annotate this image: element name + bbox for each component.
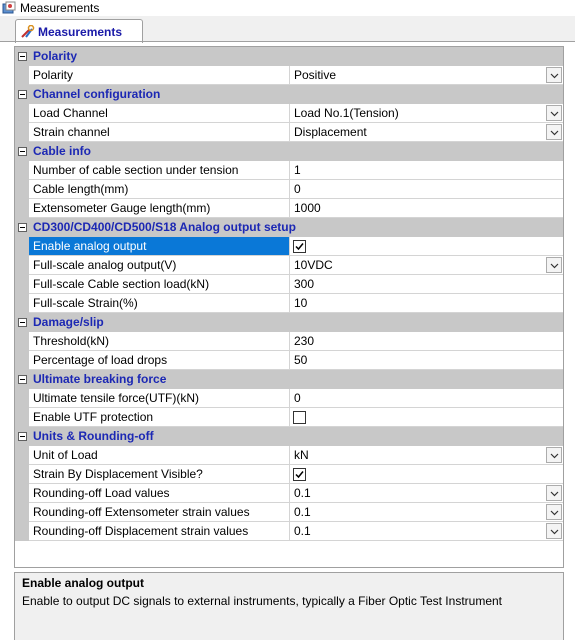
checkbox-checked[interactable]: [293, 240, 306, 253]
property-row[interactable]: [15, 123, 563, 142]
chevron-down-icon[interactable]: [546, 504, 562, 520]
property-name[interactable]: Unit of Load: [29, 446, 290, 465]
category-row[interactable]: [15, 313, 563, 332]
category-label: Cable info: [33, 144, 92, 158]
category-label: Units & Rounding-off: [33, 429, 154, 443]
row-gutter: [15, 237, 29, 256]
description-title: Enable analog output: [22, 576, 144, 590]
property-value-text: Positive: [294, 68, 337, 82]
property-row[interactable]: [15, 503, 563, 522]
row-gutter: [15, 256, 29, 275]
property-row[interactable]: [15, 351, 563, 370]
category-label: CD300/CD400/CD500/S18 Analog output setup: [33, 220, 296, 234]
category-label: Ultimate breaking force: [33, 372, 167, 386]
description-text: Enable to output DC signals to external instruments, typically a Fiber Optic Test Instrument: [22, 594, 502, 608]
property-row[interactable]: [15, 389, 563, 408]
tab-divider: [0, 41, 575, 42]
row-gutter: [15, 161, 29, 180]
checkbox-unchecked[interactable]: [293, 411, 306, 424]
property-value[interactable]: [290, 503, 563, 522]
category-label: Polarity: [33, 49, 78, 63]
category-row[interactable]: [15, 370, 563, 389]
property-value[interactable]: [290, 465, 563, 484]
collapse-icon[interactable]: [18, 90, 27, 99]
property-value-text: 0: [294, 182, 301, 196]
chevron-down-icon[interactable]: [546, 124, 562, 140]
collapse-icon[interactable]: [18, 375, 27, 384]
property-name[interactable]: Strain By Displacement Visible?: [29, 465, 290, 484]
row-gutter: [15, 332, 29, 351]
app-icon: [2, 1, 16, 15]
chevron-down-icon[interactable]: [546, 105, 562, 121]
property-value-text: 0.1: [294, 505, 311, 519]
property-row[interactable]: [15, 332, 563, 351]
property-row[interactable]: [15, 237, 563, 256]
chevron-down-icon[interactable]: [546, 447, 562, 463]
category-row[interactable]: [15, 47, 563, 66]
collapse-icon[interactable]: [18, 432, 27, 441]
description-panel: [14, 572, 564, 640]
category-row[interactable]: [15, 218, 563, 237]
property-value[interactable]: [290, 66, 563, 85]
window-title: Measurements: [20, 1, 100, 15]
property-row[interactable]: [15, 522, 563, 541]
property-row[interactable]: [15, 294, 563, 313]
property-row[interactable]: [15, 180, 563, 199]
property-name[interactable]: Full-scale Strain(%): [29, 294, 290, 313]
property-name[interactable]: Full-scale analog output(V): [29, 256, 290, 275]
property-row[interactable]: [15, 161, 563, 180]
property-grid[interactable]: [14, 46, 564, 568]
chevron-down-icon[interactable]: [546, 485, 562, 501]
collapse-icon[interactable]: [18, 52, 27, 61]
property-name[interactable]: Percentage of load drops: [29, 351, 290, 370]
property-row[interactable]: [15, 275, 563, 294]
property-value[interactable]: [290, 104, 563, 123]
property-name[interactable]: Enable UTF protection: [29, 408, 290, 427]
row-gutter: [15, 199, 29, 218]
property-name[interactable]: Rounding-off Load values: [29, 484, 290, 503]
property-value[interactable]: [290, 484, 563, 503]
tab-label: Measurements: [38, 24, 123, 39]
chevron-down-icon[interactable]: [546, 67, 562, 83]
property-value-text: 50: [294, 353, 308, 367]
property-name[interactable]: Full-scale Cable section load(kN): [29, 275, 290, 294]
row-gutter: [15, 465, 29, 484]
property-value-text: 0: [294, 391, 301, 405]
collapse-icon[interactable]: [18, 318, 27, 327]
chevron-down-icon[interactable]: [546, 523, 562, 539]
property-name[interactable]: Strain channel: [29, 123, 290, 142]
property-value-text: 300: [294, 277, 315, 291]
category-row[interactable]: [15, 85, 563, 104]
chevron-down-icon[interactable]: [546, 257, 562, 273]
property-value-text: 1: [294, 163, 301, 177]
property-value[interactable]: [290, 294, 563, 313]
property-value-text: 0.1: [294, 524, 311, 538]
property-row[interactable]: [15, 199, 563, 218]
property-value[interactable]: [290, 522, 563, 541]
row-gutter: [15, 446, 29, 465]
row-gutter: [15, 389, 29, 408]
property-name[interactable]: Cable length(mm): [29, 180, 290, 199]
row-gutter: [15, 503, 29, 522]
category-row[interactable]: [15, 142, 563, 161]
property-value-text: 1000: [294, 201, 321, 215]
property-row[interactable]: [15, 408, 563, 427]
collapse-icon[interactable]: [18, 223, 27, 232]
property-value[interactable]: [290, 408, 563, 427]
row-gutter: [15, 351, 29, 370]
property-name[interactable]: Rounding-off Extensometer strain values: [29, 503, 290, 522]
property-row[interactable]: [15, 66, 563, 85]
property-value[interactable]: [290, 123, 563, 142]
property-value-text: Load No.1(Tension): [294, 106, 399, 120]
property-row[interactable]: [15, 465, 563, 484]
property-name[interactable]: Extensometer Gauge length(mm): [29, 199, 290, 218]
property-row[interactable]: [15, 256, 563, 275]
tab-measurements[interactable]: [15, 19, 143, 43]
property-name[interactable]: Polarity: [29, 66, 290, 85]
property-value[interactable]: [290, 256, 563, 275]
property-value[interactable]: [290, 446, 563, 465]
property-value-text: Displacement: [294, 125, 367, 139]
property-name[interactable]: Threshold(kN): [29, 332, 290, 351]
property-value-text: kN: [294, 448, 309, 462]
property-name[interactable]: Load Channel: [29, 104, 290, 123]
row-gutter: [15, 408, 29, 427]
category-row[interactable]: [15, 427, 563, 446]
collapse-icon[interactable]: [18, 147, 27, 156]
row-gutter: [15, 180, 29, 199]
property-value[interactable]: [290, 237, 563, 256]
tab-strip: [0, 16, 575, 42]
property-value-text: 10: [294, 296, 308, 310]
property-value-text: 0.1: [294, 486, 311, 500]
property-value[interactable]: [290, 161, 563, 180]
row-gutter: [15, 66, 29, 85]
property-row[interactable]: [15, 104, 563, 123]
category-label: Damage/slip: [33, 315, 104, 329]
title-bar: [0, 0, 575, 16]
property-value[interactable]: [290, 389, 563, 408]
row-gutter: [15, 104, 29, 123]
row-gutter: [15, 294, 29, 313]
property-name[interactable]: Number of cable section under tension: [29, 161, 290, 180]
property-value-text: 230: [294, 334, 315, 348]
property-name[interactable]: Ultimate tensile force(UTF)(kN): [29, 389, 290, 408]
property-value[interactable]: [290, 275, 563, 294]
property-value[interactable]: [290, 351, 563, 370]
checkbox-checked[interactable]: [293, 468, 306, 481]
property-value[interactable]: [290, 332, 563, 351]
row-gutter: [15, 123, 29, 142]
category-label: Channel configuration: [33, 87, 161, 101]
property-name[interactable]: Enable analog output: [29, 237, 290, 256]
property-name[interactable]: Rounding-off Displacement strain values: [29, 522, 290, 541]
property-row[interactable]: [15, 446, 563, 465]
property-value-text: 10VDC: [294, 258, 333, 272]
property-value[interactable]: [290, 199, 563, 218]
row-gutter: [15, 522, 29, 541]
property-value[interactable]: [290, 180, 563, 199]
property-row[interactable]: [15, 484, 563, 503]
row-gutter: [15, 484, 29, 503]
row-gutter: [15, 275, 29, 294]
wrench-icon: [20, 25, 36, 39]
